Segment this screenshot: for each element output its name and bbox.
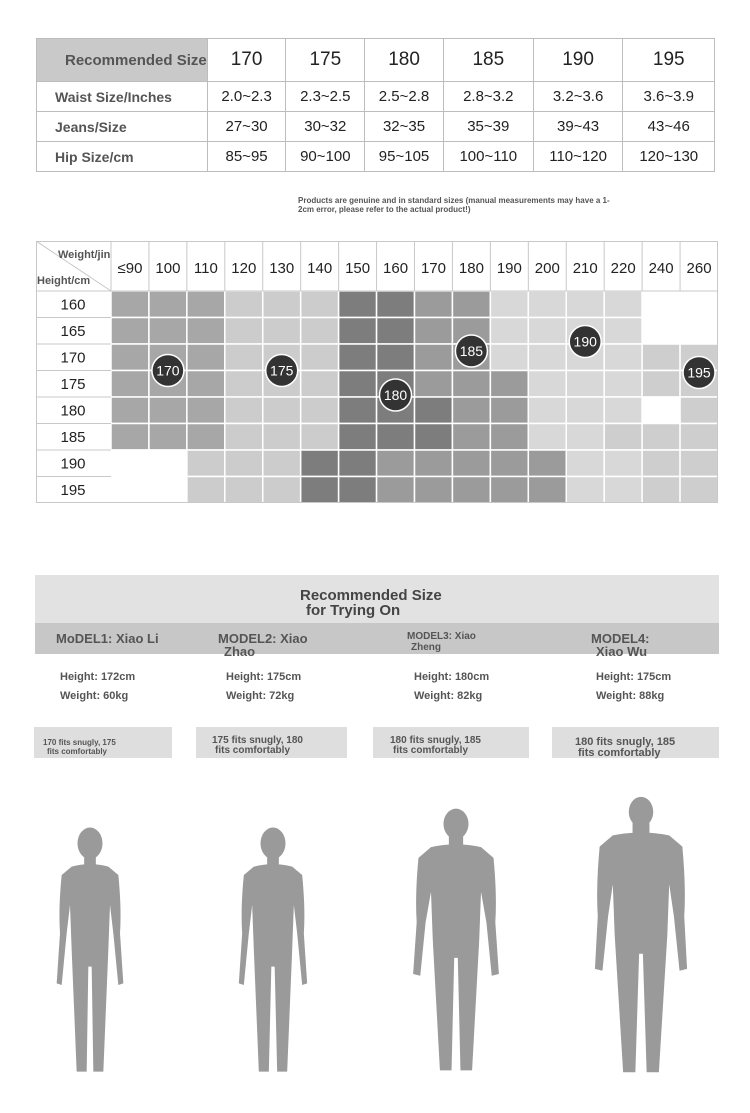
chart-cell <box>225 371 263 398</box>
size-marker-label: 175 <box>270 362 294 379</box>
person-silhouette-icon <box>584 794 698 1076</box>
chart-cell <box>377 477 415 504</box>
row-label: Waist Size/Inches <box>37 82 208 112</box>
corner-label-weight: Weight/jin <box>58 249 111 261</box>
recommended-title-line1: Recommended Size <box>300 587 442 604</box>
model-weight: Weight: 72kg <box>226 690 295 702</box>
chart-cell <box>111 397 149 424</box>
chart-cell <box>339 291 377 318</box>
fit-note-line: 170 fits snugly, 175 <box>43 738 116 747</box>
size-table <box>36 38 715 172</box>
chart-cell <box>528 291 566 318</box>
chart-cell <box>680 318 718 345</box>
chart-cell <box>377 450 415 477</box>
chart-cell <box>415 397 453 424</box>
x-tick-label: 130 <box>269 260 295 277</box>
model-weight: Weight: 60kg <box>60 690 129 702</box>
chart-cell <box>301 397 339 424</box>
chart-cell <box>149 477 187 504</box>
chart-cell <box>149 450 187 477</box>
chart-cell <box>415 450 453 477</box>
chart-cell <box>111 318 149 345</box>
chart-cell <box>111 424 149 451</box>
chart-cell <box>149 397 187 424</box>
person-silhouette-icon <box>229 825 317 1075</box>
chart-cell <box>339 397 377 424</box>
table-row-hip <box>37 142 715 172</box>
chart-cell <box>263 450 301 477</box>
row-label: Hip Size/cm <box>37 142 208 172</box>
y-tick-label: 190 <box>60 455 86 473</box>
chart-cell <box>452 291 490 318</box>
table-cell: 110~120 <box>533 142 623 172</box>
chart-cell <box>528 397 566 424</box>
table-cell: 2.5~2.8 <box>365 82 444 112</box>
chart-cell <box>301 344 339 371</box>
chart-cell <box>452 477 490 504</box>
chart-cell <box>377 424 415 451</box>
chart-cell <box>490 424 528 451</box>
chart-cell <box>566 371 604 398</box>
chart-cell <box>415 371 453 398</box>
fit-note-line: 180 fits snugly, 185 <box>575 736 676 748</box>
size-header-cell: 190 <box>533 39 623 82</box>
chart-cell <box>263 477 301 504</box>
table-cell: 3.2~3.6 <box>533 82 623 112</box>
chart-cell <box>642 450 680 477</box>
measurement-note: Products are genuine and in standard sizes (manual measurements may have a 1-2cm error, please refer to the actual product!) <box>298 196 610 214</box>
size-header-cell: 170 <box>207 39 286 82</box>
x-tick-label: 210 <box>572 260 598 277</box>
table-cell: 2.3~2.5 <box>286 82 365 112</box>
y-tick-label: 175 <box>60 375 86 393</box>
chart-cell <box>339 318 377 345</box>
chart-cell <box>528 450 566 477</box>
corner-label-height: Height/cm <box>37 275 91 287</box>
size-marker-label: 170 <box>156 362 180 379</box>
chart-cell <box>263 291 301 318</box>
chart-cell <box>490 291 528 318</box>
chart-cell <box>642 477 680 504</box>
fit-note-line: 175 fits snugly, 180 <box>212 735 303 746</box>
x-tick-label: 180 <box>458 260 484 277</box>
x-tick-label: 220 <box>610 260 636 277</box>
chart-cell <box>452 397 490 424</box>
table-cell: 3.6~3.9 <box>623 82 715 112</box>
chart-cell <box>452 371 490 398</box>
chart-cell <box>339 344 377 371</box>
chart-cell <box>187 318 225 345</box>
model-weight: Weight: 82kg <box>414 690 483 702</box>
x-tick-label: 170 <box>420 260 446 277</box>
model-height: Height: 172cm <box>60 671 136 683</box>
y-tick-label: 170 <box>60 349 86 367</box>
table-cell: 2.0~2.3 <box>207 82 286 112</box>
chart-cell <box>642 424 680 451</box>
model-name-line: Zheng <box>411 642 441 653</box>
chart-cell <box>225 424 263 451</box>
chart-cell <box>225 291 263 318</box>
chart-cell <box>528 477 566 504</box>
table-cell: 39~43 <box>533 112 623 142</box>
chart-cell <box>301 424 339 451</box>
model-name <box>56 632 159 645</box>
chart-cell <box>111 477 149 504</box>
size-header-cell: 185 <box>443 39 533 82</box>
chart-cell <box>452 450 490 477</box>
chart-cell <box>490 450 528 477</box>
row-label: Jeans/Size <box>37 112 208 142</box>
chart-cell <box>339 477 377 504</box>
chart-cell <box>490 344 528 371</box>
x-tick-label: 100 <box>155 260 181 277</box>
chart-cell <box>490 397 528 424</box>
table-cell: 120~130 <box>623 142 715 172</box>
height-weight-chart <box>36 241 718 503</box>
x-tick-label: 160 <box>383 260 409 277</box>
table-cell: 32~35 <box>365 112 444 142</box>
model-name <box>591 632 650 658</box>
chart-cell <box>415 318 453 345</box>
chart-cell <box>604 397 642 424</box>
model-name-line: Xiao Wu <box>596 644 648 659</box>
chart-cell <box>604 344 642 371</box>
y-tick-label: 165 <box>60 322 86 340</box>
model-height: Height: 175cm <box>596 671 672 683</box>
chart-cell <box>301 291 339 318</box>
chart-cell <box>263 424 301 451</box>
size-header-row <box>37 39 715 82</box>
chart-cell <box>680 291 718 318</box>
fit-note <box>552 727 719 758</box>
chart-cell <box>566 450 604 477</box>
chart-cell <box>528 371 566 398</box>
model-name-line: Zhao <box>224 644 256 659</box>
chart-cell <box>566 291 604 318</box>
model-name-line: MODEL4: <box>591 631 650 646</box>
chart-cell <box>528 424 566 451</box>
chart-cell <box>111 371 149 398</box>
table-cell: 2.8~3.2 <box>443 82 533 112</box>
chart-cell <box>528 318 566 345</box>
model-height: Height: 180cm <box>414 671 490 683</box>
table-cell: 100~110 <box>443 142 533 172</box>
x-tick-label: 150 <box>345 260 371 277</box>
y-tick-label: 160 <box>60 296 86 314</box>
fit-note-line: fits comfortably <box>47 747 108 756</box>
chart-cell <box>604 450 642 477</box>
table-cell: 30~32 <box>286 112 365 142</box>
fit-note-line: fits comfortably <box>215 745 291 756</box>
chart-cell <box>225 477 263 504</box>
size-header-cell: 175 <box>286 39 365 82</box>
chart-cell <box>111 450 149 477</box>
fit-note-line: fits comfortably <box>393 745 469 756</box>
chart-cell <box>301 371 339 398</box>
size-header-cell: 180 <box>365 39 444 82</box>
x-tick-label: 190 <box>496 260 522 277</box>
x-tick-label: 260 <box>686 260 712 277</box>
model-name <box>407 631 476 653</box>
chart-cell <box>187 344 225 371</box>
person-silhouette-icon <box>403 806 509 1074</box>
chart-cell <box>377 344 415 371</box>
fit-note <box>373 727 529 758</box>
chart-cell <box>187 371 225 398</box>
chart-cell <box>604 477 642 504</box>
chart-cell <box>490 477 528 504</box>
chart-cell <box>187 477 225 504</box>
chart-cell <box>490 371 528 398</box>
chart-cell <box>377 291 415 318</box>
chart-cell <box>452 424 490 451</box>
chart-cell <box>187 397 225 424</box>
chart-cell <box>301 450 339 477</box>
chart-cell <box>604 371 642 398</box>
x-tick-label: 120 <box>231 260 257 277</box>
chart-cell <box>415 344 453 371</box>
chart-cell <box>680 450 718 477</box>
chart-cell <box>111 344 149 371</box>
chart-cell <box>415 291 453 318</box>
chart-cell <box>225 450 263 477</box>
table-row-waist <box>37 82 715 112</box>
chart-cell <box>225 318 263 345</box>
model-name-line: MoDEL1: Xiao Li <box>56 631 159 646</box>
table-cell: 43~46 <box>623 112 715 142</box>
chart-cell <box>225 344 263 371</box>
size-header-cell: 195 <box>623 39 715 82</box>
y-tick-label: 195 <box>60 481 86 499</box>
fit-note <box>34 727 172 758</box>
chart-cell <box>528 344 566 371</box>
chart-cell <box>301 318 339 345</box>
size-marker-label: 180 <box>383 387 408 403</box>
table-cell: 95~105 <box>365 142 444 172</box>
chart-cell <box>680 397 718 424</box>
chart-cell <box>187 424 225 451</box>
size-marker-label: 190 <box>573 333 597 350</box>
chart-cell <box>263 397 301 424</box>
chart-cell <box>339 371 377 398</box>
chart-cell <box>642 344 680 371</box>
table-cell: 85~95 <box>207 142 286 172</box>
x-tick-label: ≤90 <box>117 260 143 277</box>
chart-cell <box>339 450 377 477</box>
size-header-label: Recommended Size <box>37 39 208 82</box>
fit-note-line: fits comfortably <box>578 747 661 759</box>
model-name-line: MODEL2: Xiao <box>218 631 308 646</box>
chart-cell <box>187 291 225 318</box>
size-marker-label: 195 <box>687 364 711 381</box>
model-name-line: MODEL3: Xiao <box>407 631 476 642</box>
chart-cell <box>680 477 718 504</box>
x-tick-label: 140 <box>307 260 333 277</box>
recommended-title-line2: for Trying On <box>306 602 401 619</box>
person-silhouette-icon <box>48 825 132 1075</box>
chart-cell <box>377 318 415 345</box>
table-cell: 27~30 <box>207 112 286 142</box>
chart-cell <box>149 318 187 345</box>
chart-cell <box>149 424 187 451</box>
fit-note-line: 180 fits snugly, 185 <box>390 735 481 746</box>
chart-cell <box>642 397 680 424</box>
height-weight-chart-svg <box>36 241 718 503</box>
chart-cell <box>111 291 149 318</box>
chart-cell <box>415 477 453 504</box>
chart-cell <box>566 424 604 451</box>
chart-cell <box>263 318 301 345</box>
x-tick-label: 110 <box>193 260 218 277</box>
chart-cell <box>566 477 604 504</box>
chart-cell <box>642 291 680 318</box>
chart-cell <box>225 397 263 424</box>
size-marker-label: 185 <box>459 343 484 359</box>
chart-cell <box>604 291 642 318</box>
model-height: Height: 175cm <box>226 671 302 683</box>
chart-cell <box>642 371 680 398</box>
table-cell: 35~39 <box>443 112 533 142</box>
table-cell: 90~100 <box>286 142 365 172</box>
chart-cell <box>642 318 680 345</box>
chart-cell <box>604 318 642 345</box>
model-name <box>218 632 308 658</box>
chart-cell <box>149 291 187 318</box>
y-tick-label: 185 <box>60 428 86 446</box>
chart-cell <box>604 424 642 451</box>
x-tick-label: 240 <box>648 260 674 277</box>
chart-cell <box>680 424 718 451</box>
chart-cell <box>490 318 528 345</box>
y-tick-label: 180 <box>60 402 86 420</box>
x-tick-label: 200 <box>534 260 560 277</box>
chart-cell <box>415 424 453 451</box>
fit-note <box>196 727 347 758</box>
recommended-title <box>300 588 442 618</box>
chart-cell <box>301 477 339 504</box>
chart-cell <box>187 450 225 477</box>
chart-cell <box>339 424 377 451</box>
chart-cell <box>566 397 604 424</box>
table-row-jeans <box>37 112 715 142</box>
model-weight: Weight: 88kg <box>596 690 665 702</box>
